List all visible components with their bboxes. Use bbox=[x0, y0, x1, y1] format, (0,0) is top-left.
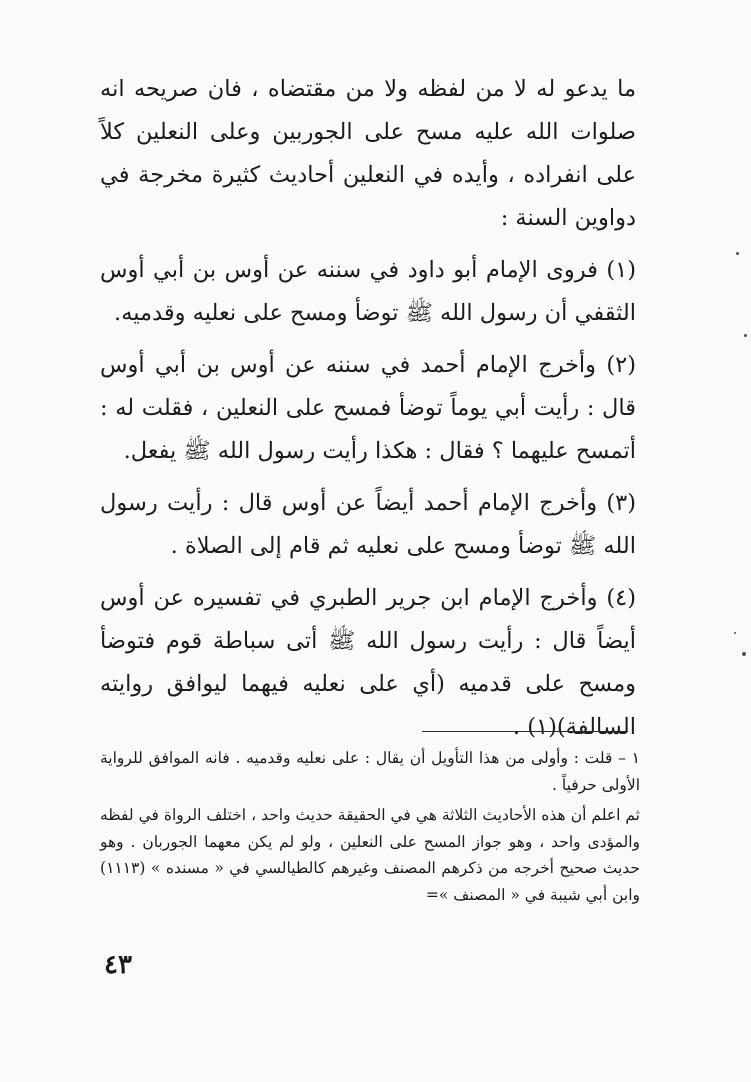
scan-speck bbox=[742, 652, 746, 656]
paragraph-hadith-4: (٤) وأخرج الإمام ابن جرير الطبري في تفسيره عن أوس أيضاً قال : رأيت رسول الله ﷺ أتى سباطة قوم فتوضأ ومسح على قدميه (أي على نعليه فيهما ليوافق روايته السالفة)(١) . bbox=[100, 585, 636, 740]
footnote-1: ١ – قلت : وأولى من هذا التأويل أن يقال : على نعليه وقدميه . فانه الموافق للرواية الأولى حرفياً . bbox=[100, 749, 640, 794]
paragraph-hadith-2: (٢) وأخرج الإمام أحمد في سننه عن أوس بن أبي أوس قال : رأيت أبي يوماً توضأ فمسح على النعلين ، فقلت له : أتمسح عليهما ؟ فقال : هكذا رأيت رسول الله ﷺ يفعل. bbox=[100, 352, 636, 464]
page-number: ٤٣ bbox=[104, 950, 132, 980]
footnote-continuation: ثم اعلم أن هذه الأحاديث الثلاثة هي في الحقيقة حديث واحد ، اختلف الرواة في لفظه والمؤدى واحد ، وهو جواز المسح على النعلين ، ولو لم يكن معهما الجوربان . وهو حديث صحيح أخرجه من ذكرهم المصنف وغيرهم كالطيالسي في « مسنده » (١١١٣) وابن أبي شيبة في « المصنف »= bbox=[100, 806, 640, 904]
main-text bbox=[100, 68, 636, 749]
footnotes bbox=[100, 745, 640, 908]
footnote-divider bbox=[422, 731, 628, 732]
paragraph-hadith-3: (٣) وأخرج الإمام أحمد أيضاً عن أوس قال : رأيت رسول الله ﷺ توضأ ومسح على نعليه ثم قام إلى الصلاة . bbox=[100, 490, 636, 559]
scan-speck bbox=[734, 632, 736, 634]
scan-speck bbox=[744, 334, 747, 337]
paragraph-hadith-1: (١) فروى الإمام أبو داود في سننه عن أوس بن أبي أوس الثقفي أن رسول الله ﷺ توضأ ومسح على نعليه وقدميه. bbox=[100, 257, 636, 326]
scan-speck bbox=[736, 252, 739, 255]
paragraph-intro: ما يدعو له لا من لفظه ولا من مقتضاه ، فان صريحه انه صلوات الله عليه مسح على الجوربين وعلى النعلين كلاً على انفراده ، وأيده في النعلين أحاديث كثيرة مخرجة في دواوين السنة : bbox=[100, 76, 636, 231]
